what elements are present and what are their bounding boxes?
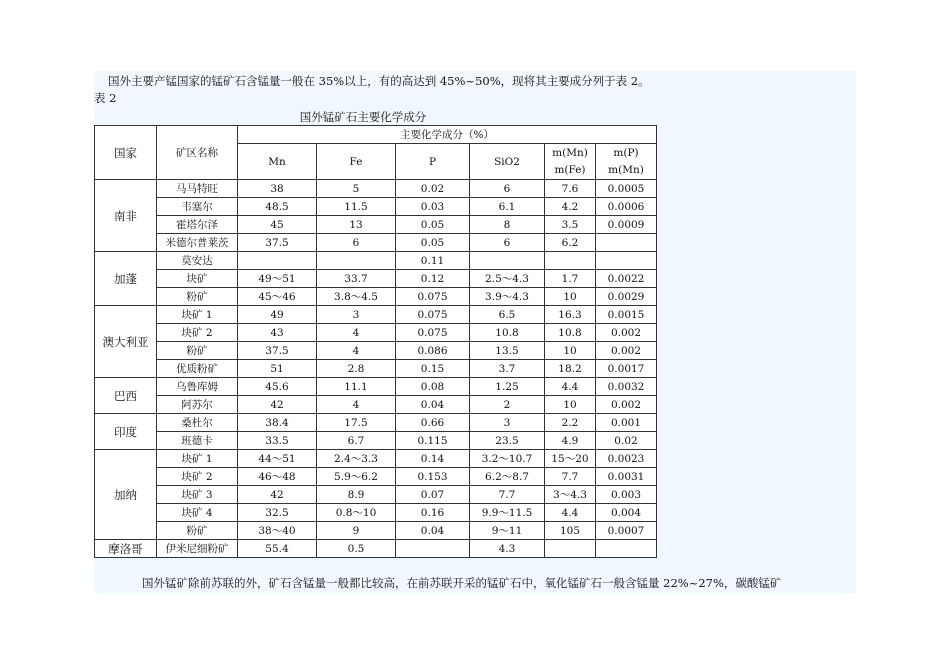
mn-value: 49～51: [238, 270, 317, 288]
table-row: [95, 450, 657, 468]
sio2-value: 6.1: [470, 198, 545, 216]
mn-value: 32.5: [238, 504, 317, 522]
table-row: [95, 216, 657, 234]
p-mn-ratio: [596, 540, 657, 558]
table-row: [95, 324, 657, 342]
country-cell: 摩洛哥: [95, 540, 157, 558]
country-cell: 加蓬: [95, 252, 157, 306]
mine-name: 块矿 1: [157, 450, 238, 468]
mn-fe-ratio: 7.6: [545, 180, 596, 198]
fe-value: 33.7: [317, 270, 396, 288]
p-value: 0.115: [396, 432, 470, 450]
ratio-p-mn-numerator: m(P): [613, 146, 639, 159]
table-body: [95, 180, 657, 558]
table-row: [95, 198, 657, 216]
p-value: 0.075: [396, 324, 470, 342]
mine-name: 块矿 3: [157, 486, 238, 504]
table-row: [95, 414, 657, 432]
p-mn-ratio: 0.0023: [596, 450, 657, 468]
p-value: 0.075: [396, 306, 470, 324]
p-value: 0.153: [396, 468, 470, 486]
table-row: [95, 504, 657, 522]
sio2-value: 3.9～4.3: [470, 288, 545, 306]
manganese-ore-table: [94, 125, 657, 558]
p-mn-ratio: 0.0029: [596, 288, 657, 306]
p-value: 0.02: [396, 180, 470, 198]
mn-value: 42: [238, 486, 317, 504]
sio2-value: 3.7: [470, 360, 545, 378]
header-country: 国家: [95, 126, 157, 180]
country-cell: 印度: [95, 414, 157, 450]
sio2-value: 3: [470, 414, 545, 432]
fe-value: 4: [317, 324, 396, 342]
closing-paragraph: 国外锰矿除前苏联的外，矿石含锰量一般都比较高，在前苏联开采的锰矿石中，氧化锰矿石一般含锰量 22%~27%，碳酸锰矿: [142, 576, 782, 590]
country-cell: 巴西: [95, 378, 157, 414]
p-value: 0.05: [396, 216, 470, 234]
mn-value: 38.4: [238, 414, 317, 432]
sio2-value: 6.5: [470, 306, 545, 324]
header-sio2: SiO2: [470, 144, 545, 180]
mn-value: 37.5: [238, 234, 317, 252]
mine-name: 粉矿: [157, 342, 238, 360]
mn-value: 45: [238, 216, 317, 234]
fe-value: 4: [317, 396, 396, 414]
table-row: [95, 522, 657, 540]
p-mn-ratio: 0.002: [596, 324, 657, 342]
mn-fe-ratio: [545, 540, 596, 558]
fe-value: 4: [317, 342, 396, 360]
fe-value: 5: [317, 180, 396, 198]
ratio-mn-fe-numerator: m(Mn): [552, 146, 588, 159]
fe-value: 17.5: [317, 414, 396, 432]
sio2-value: 4.3: [470, 540, 545, 558]
table-row: [95, 468, 657, 486]
table-label: 表 2: [94, 91, 117, 105]
mn-fe-ratio: 7.7: [545, 468, 596, 486]
mn-value: 51: [238, 360, 317, 378]
fe-value: 8.9: [317, 486, 396, 504]
p-mn-ratio: 0.004: [596, 504, 657, 522]
sio2-value: 10.8: [470, 324, 545, 342]
table-row: [95, 378, 657, 396]
table-row: [95, 360, 657, 378]
fe-value: 5.9～6.2: [317, 468, 396, 486]
p-mn-ratio: 0.0007: [596, 522, 657, 540]
mine-name: 伊米尼细粉矿: [157, 540, 238, 558]
mine-name: 块矿 2: [157, 468, 238, 486]
mn-value: 33.5: [238, 432, 317, 450]
fe-value: 11.5: [317, 198, 396, 216]
sio2-value: 9～11: [470, 522, 545, 540]
sio2-value: 7.7: [470, 486, 545, 504]
p-value: 0.15: [396, 360, 470, 378]
p-mn-ratio: [596, 234, 657, 252]
sio2-value: 2: [470, 396, 545, 414]
mn-fe-ratio: 16.3: [545, 306, 596, 324]
mn-fe-ratio: 10: [545, 342, 596, 360]
p-mn-ratio: 0.0015: [596, 306, 657, 324]
mine-name: 块矿 4: [157, 504, 238, 522]
header-composition-group: 主要化学成分（%）: [238, 126, 657, 144]
sio2-value: 13.5: [470, 342, 545, 360]
mn-fe-ratio: 10: [545, 396, 596, 414]
fe-value: 0.8～10: [317, 504, 396, 522]
ratio-mn-fe-denominator: m(Fe): [554, 163, 586, 176]
mn-value: 45.6: [238, 378, 317, 396]
mine-name: 桑杜尔: [157, 414, 238, 432]
fe-value: 3: [317, 306, 396, 324]
fe-value: 2.8: [317, 360, 396, 378]
table-row: [95, 306, 657, 324]
p-value: 0.66: [396, 414, 470, 432]
sio2-value: 6.2～8.7: [470, 468, 545, 486]
mn-fe-ratio: 3.5: [545, 216, 596, 234]
p-mn-ratio: 0.002: [596, 396, 657, 414]
mn-value: 55.4: [238, 540, 317, 558]
mn-fe-ratio: 10.8: [545, 324, 596, 342]
p-value: 0.04: [396, 396, 470, 414]
sio2-value: 8: [470, 216, 545, 234]
table-row: [95, 540, 657, 558]
p-mn-ratio: [596, 252, 657, 270]
p-mn-ratio: 0.0005: [596, 180, 657, 198]
table-row: [95, 288, 657, 306]
sio2-value: 6: [470, 180, 545, 198]
mine-name: 乌鲁库姆: [157, 378, 238, 396]
mn-value: 42: [238, 396, 317, 414]
table-row: [95, 180, 657, 198]
p-value: 0.05: [396, 234, 470, 252]
fe-value: 11.1: [317, 378, 396, 396]
header-fe: Fe: [317, 144, 396, 180]
p-value: 0.16: [396, 504, 470, 522]
p-value: 0.04: [396, 522, 470, 540]
mn-fe-ratio: 18.2: [545, 360, 596, 378]
table-row: [95, 234, 657, 252]
header-mine: 矿区名称: [157, 126, 238, 180]
fe-value: 13: [317, 216, 396, 234]
table-row: [95, 342, 657, 360]
mn-value: 46～48: [238, 468, 317, 486]
mn-value: 38～40: [238, 522, 317, 540]
sio2-value: 6: [470, 234, 545, 252]
mine-name: 米德尔普莱茨: [157, 234, 238, 252]
mine-name: 阿苏尔: [157, 396, 238, 414]
fe-value: 3.8～4.5: [317, 288, 396, 306]
mine-name: 莫安达: [157, 252, 238, 270]
header-mn: Mn: [238, 144, 317, 180]
mine-name: 块矿 1: [157, 306, 238, 324]
mn-value: 37.5: [238, 342, 317, 360]
mn-fe-ratio: 4.4: [545, 378, 596, 396]
sio2-value: [470, 252, 545, 270]
p-mn-ratio: 0.002: [596, 342, 657, 360]
mn-fe-ratio: 6.2: [545, 234, 596, 252]
mn-value: 45～46: [238, 288, 317, 306]
p-mn-ratio: 0.0031: [596, 468, 657, 486]
mn-value: 44～51: [238, 450, 317, 468]
p-value: 0.075: [396, 288, 470, 306]
document-page: [94, 71, 856, 593]
p-value: 0.086: [396, 342, 470, 360]
p-mn-ratio: 0.02: [596, 432, 657, 450]
country-cell: 加纳: [95, 450, 157, 540]
mn-fe-ratio: 4.9: [545, 432, 596, 450]
header-p: P: [396, 144, 470, 180]
sio2-value: 3.2～10.7: [470, 450, 545, 468]
p-mn-ratio: 0.0032: [596, 378, 657, 396]
mn-fe-ratio: 4.4: [545, 504, 596, 522]
p-mn-ratio: 0.001: [596, 414, 657, 432]
mine-name: 优质粉矿: [157, 360, 238, 378]
mn-fe-ratio: 15～20: [545, 450, 596, 468]
sio2-value: 1.25: [470, 378, 545, 396]
mine-name: 粉矿: [157, 288, 238, 306]
mine-name: 韦塞尔: [157, 198, 238, 216]
p-value: 0.12: [396, 270, 470, 288]
mn-fe-ratio: [545, 252, 596, 270]
table-caption: 国外锰矿石主要化学成分: [299, 110, 427, 124]
table-row: [95, 432, 657, 450]
p-mn-ratio: 0.003: [596, 486, 657, 504]
mn-fe-ratio: 3～4.3: [545, 486, 596, 504]
intro-paragraph: 国外主要产锰国家的锰矿石含锰量一般在 35%以上，有的高达到 45%~50%，现将其主要成分列于表 2。: [108, 74, 650, 88]
mn-value: 49: [238, 306, 317, 324]
p-value: 0.03: [396, 198, 470, 216]
fe-value: [317, 252, 396, 270]
p-mn-ratio: 0.0017: [596, 360, 657, 378]
country-cell: 南非: [95, 180, 157, 252]
fe-value: 2.4～3.3: [317, 450, 396, 468]
mn-fe-ratio: 10: [545, 288, 596, 306]
mine-name: 马马特旺: [157, 180, 238, 198]
mine-name: 霍塔尔泽: [157, 216, 238, 234]
mine-name: 粉矿: [157, 522, 238, 540]
mn-value: 43: [238, 324, 317, 342]
sio2-value: 9.9～11.5: [470, 504, 545, 522]
fe-value: 9: [317, 522, 396, 540]
mn-value: 48.5: [238, 198, 317, 216]
mn-fe-ratio: 2.2: [545, 414, 596, 432]
p-mn-ratio: 0.0009: [596, 216, 657, 234]
sio2-value: 23.5: [470, 432, 545, 450]
p-value: 0.11: [396, 252, 470, 270]
mine-name: 班德卡: [157, 432, 238, 450]
table-row: [95, 396, 657, 414]
table-row: [95, 270, 657, 288]
p-value: [396, 540, 470, 558]
mn-fe-ratio: 1.7: [545, 270, 596, 288]
table-row: [95, 486, 657, 504]
p-mn-ratio: 0.0022: [596, 270, 657, 288]
mn-value: 38: [238, 180, 317, 198]
country-cell: 澳大利亚: [95, 306, 157, 378]
mn-fe-ratio: 4.2: [545, 198, 596, 216]
mine-name: 块矿 2: [157, 324, 238, 342]
mn-fe-ratio: 105: [545, 522, 596, 540]
p-value: 0.07: [396, 486, 470, 504]
mn-value: [238, 252, 317, 270]
sio2-value: 2.5～4.3: [470, 270, 545, 288]
ratio-p-mn-denominator: m(Mn): [608, 163, 644, 176]
fe-value: 0.5: [317, 540, 396, 558]
fe-value: 6.7: [317, 432, 396, 450]
mine-name: 块矿: [157, 270, 238, 288]
p-value: 0.08: [396, 378, 470, 396]
header-p-mn-ratio: [596, 144, 657, 180]
table-row: [95, 252, 657, 270]
p-value: 0.14: [396, 450, 470, 468]
header-mn-fe-ratio: [545, 144, 596, 180]
p-mn-ratio: 0.0006: [596, 198, 657, 216]
fe-value: 6: [317, 234, 396, 252]
